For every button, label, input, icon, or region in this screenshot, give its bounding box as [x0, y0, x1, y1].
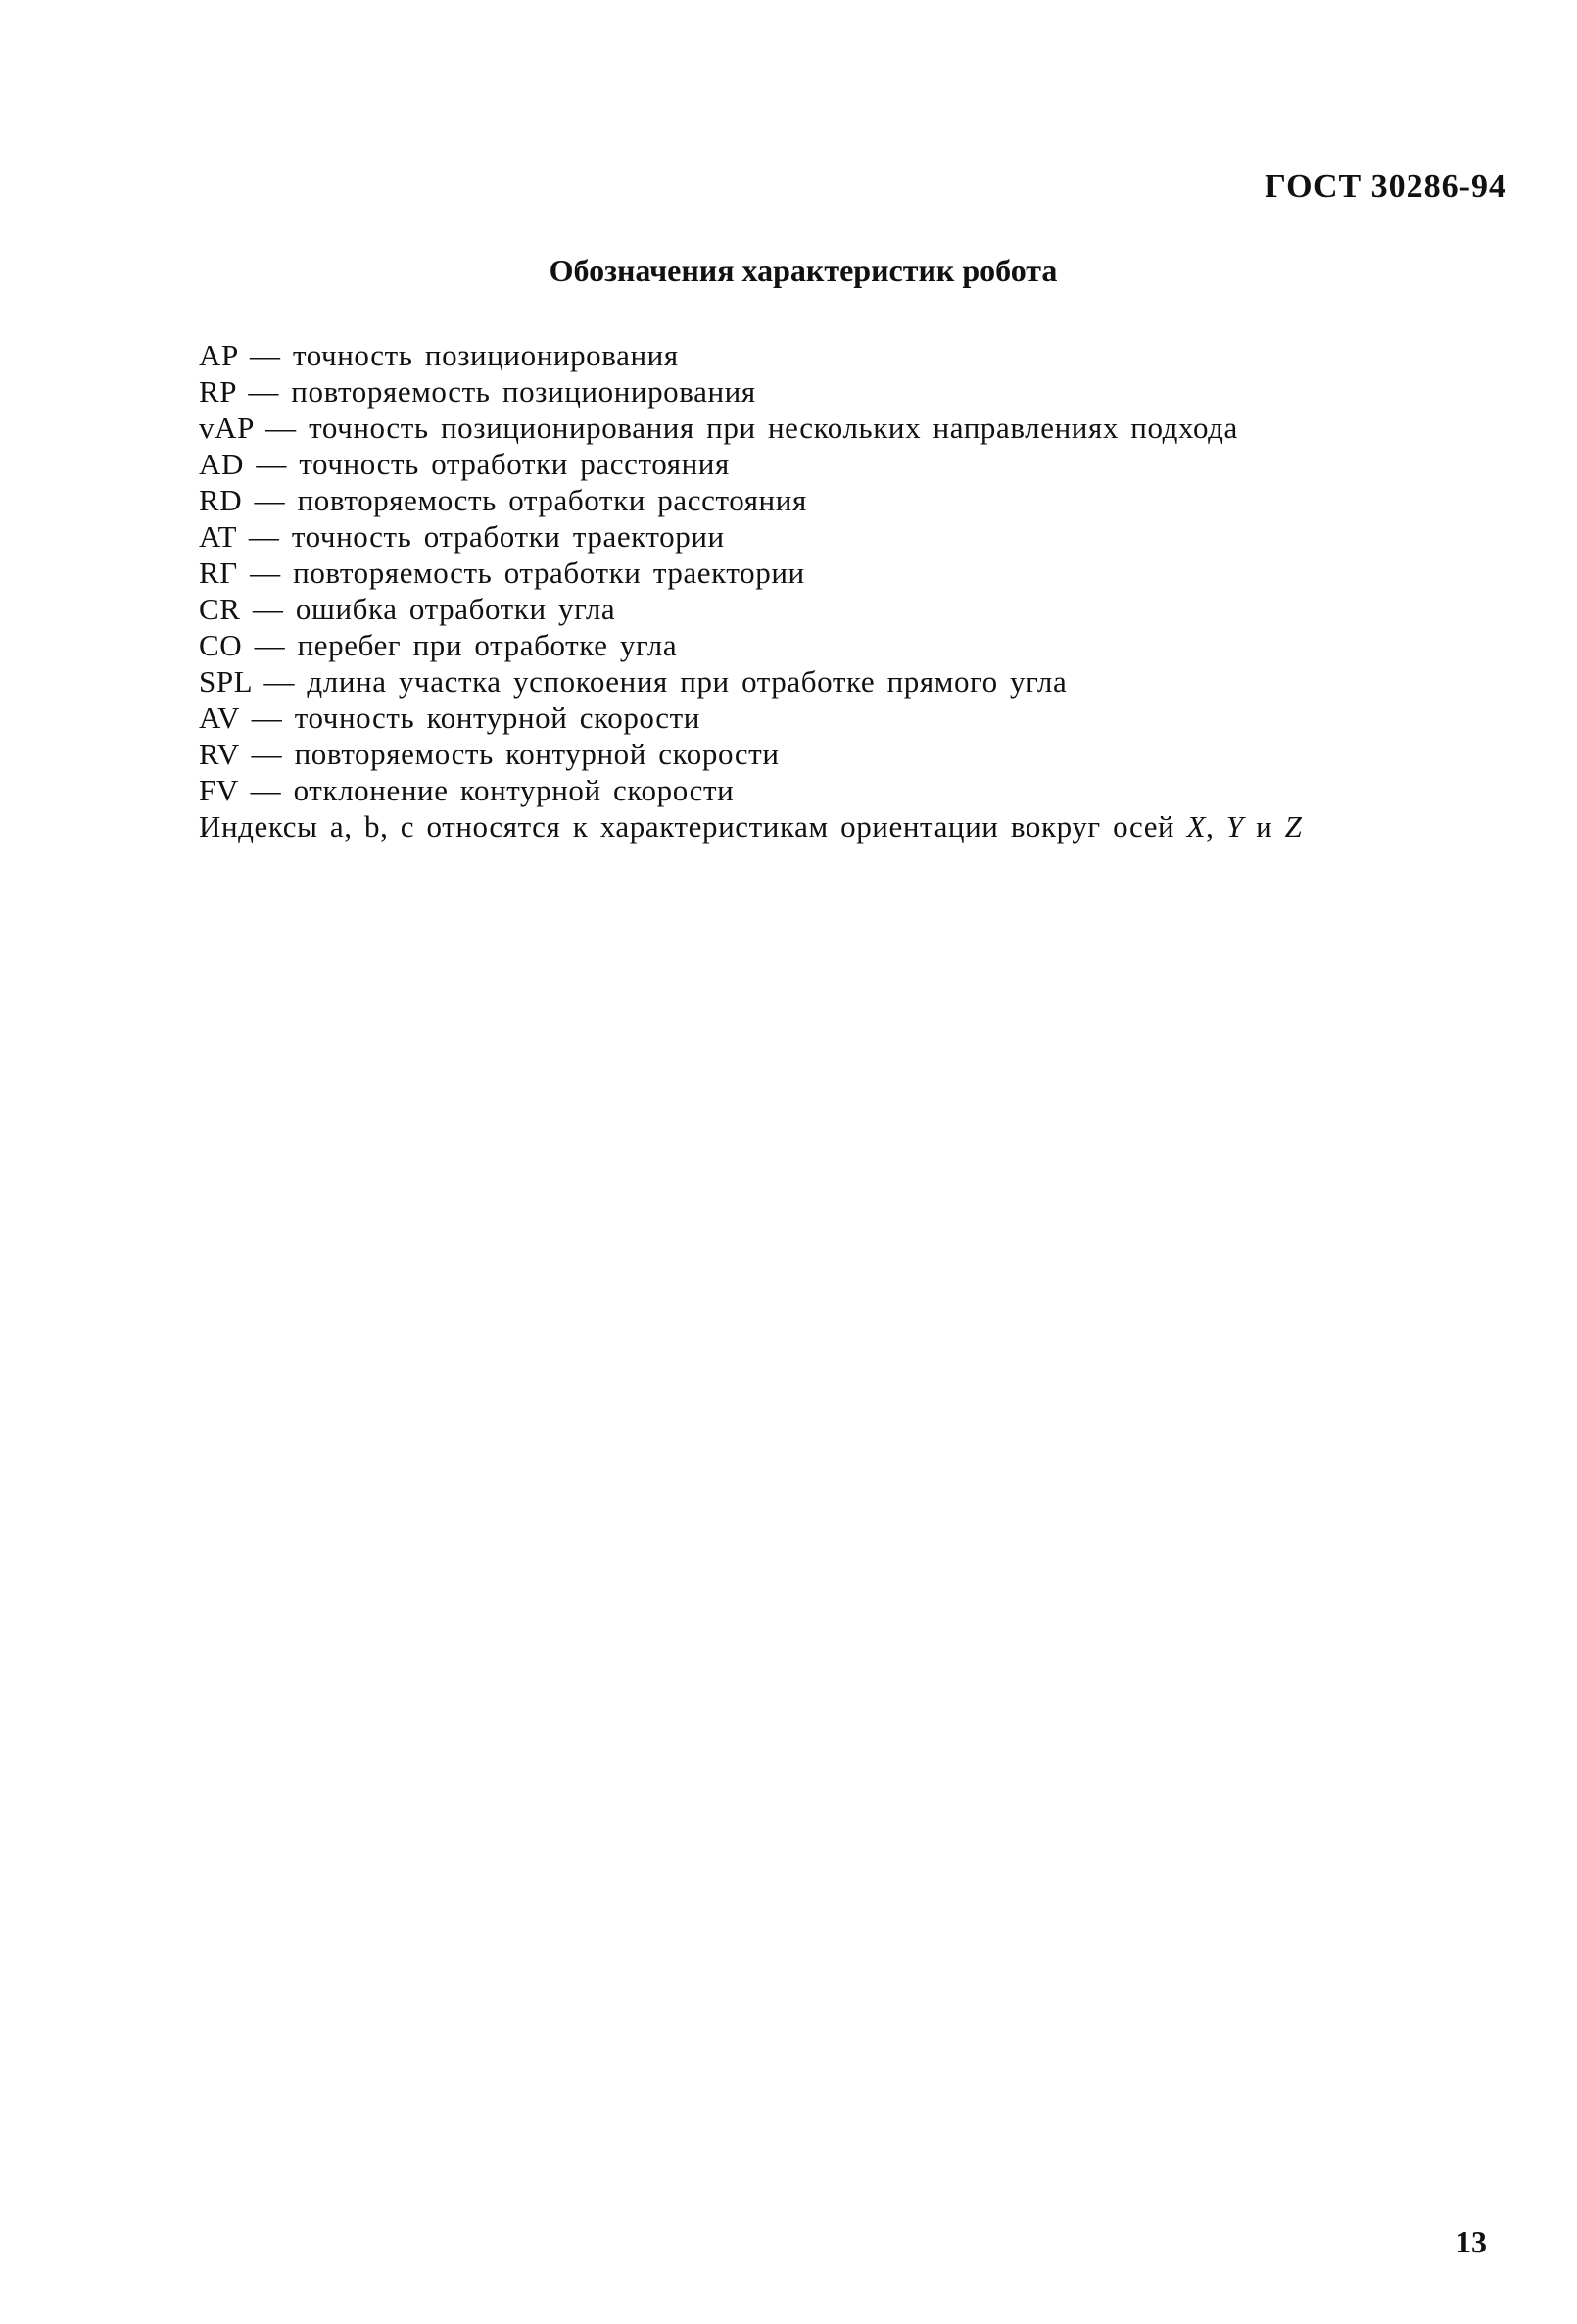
item-description: ошибка отработки угла: [295, 592, 616, 626]
item-abbreviation: vAP: [199, 411, 254, 445]
document-code: ГОСТ 30286-94: [1265, 169, 1506, 205]
item-abbreviation: RV: [199, 737, 240, 771]
indices-note: [199, 808, 1302, 845]
list-item: [199, 591, 1302, 627]
list-item: [199, 410, 1302, 446]
item-description: точность позиционирования при нескольких направлениях подхода: [309, 411, 1238, 445]
note-conjunction: и: [1256, 809, 1273, 844]
item-description: повторяемость отработки траектории: [293, 556, 805, 590]
note-text: Индексы a, b, c относятся к характеристикам ориентации вокруг осей: [199, 809, 1175, 844]
list-item: [199, 736, 1302, 772]
item-abbreviation: SPL: [199, 664, 253, 699]
item-description: повторяемость контурной скорости: [294, 737, 780, 771]
item-abbreviation: RP: [199, 374, 236, 409]
item-dash: —: [256, 447, 287, 481]
list-item: [199, 373, 1302, 410]
item-dash: —: [250, 556, 281, 590]
item-description: повторяемость отработки расстояния: [297, 483, 807, 517]
item-dash: —: [265, 411, 297, 445]
item-abbreviation: FV: [199, 773, 239, 807]
item-dash: —: [252, 592, 284, 626]
item-abbreviation: CR: [199, 592, 241, 626]
list-item: [199, 482, 1302, 518]
item-description: отклонение контурной скорости: [293, 773, 735, 807]
item-dash: —: [250, 773, 282, 807]
list-item: [199, 555, 1302, 591]
item-abbreviation: CO: [199, 628, 243, 662]
axis-y-label: Y: [1225, 809, 1244, 844]
item-description: перебег при отработке угла: [297, 628, 678, 662]
designations-list: [199, 337, 1302, 845]
list-item: [199, 700, 1302, 736]
axis-x-label: X: [1186, 809, 1207, 844]
item-description: повторяемость позиционирования: [291, 374, 756, 409]
item-description: длина участка успокоения при отработке прямого угла: [307, 664, 1068, 699]
item-description: точность отработки расстояния: [299, 447, 730, 481]
item-description: точность отработки траектории: [291, 519, 725, 554]
item-abbreviation: AP: [199, 338, 238, 372]
list-item: [199, 663, 1302, 700]
item-abbreviation: RD: [199, 483, 243, 517]
item-dash: —: [248, 519, 280, 554]
item-description: точность контурной скорости: [294, 701, 700, 735]
item-abbreviation: AT: [199, 519, 237, 554]
item-dash: —: [248, 374, 279, 409]
item-abbreviation: AV: [199, 701, 240, 735]
item-description: точность позиционирования: [293, 338, 679, 372]
item-abbreviation: RГ: [199, 556, 238, 590]
page-title: Обозначения характеристик робота: [549, 253, 1058, 288]
item-dash: —: [250, 338, 281, 372]
list-item: [199, 518, 1302, 555]
item-dash: —: [251, 701, 283, 735]
note-separator: ,: [1206, 809, 1215, 844]
list-item: [199, 627, 1302, 663]
axis-z-label: Z: [1284, 809, 1303, 844]
item-dash: —: [263, 664, 296, 699]
list-item: [199, 772, 1302, 808]
list-item: [199, 446, 1302, 482]
page-number: 13: [1456, 2224, 1487, 2259]
item-dash: —: [251, 737, 283, 771]
item-abbreviation: AD: [199, 447, 244, 481]
item-dash: —: [254, 483, 286, 517]
item-dash: —: [254, 628, 286, 662]
list-item: [199, 337, 1302, 373]
